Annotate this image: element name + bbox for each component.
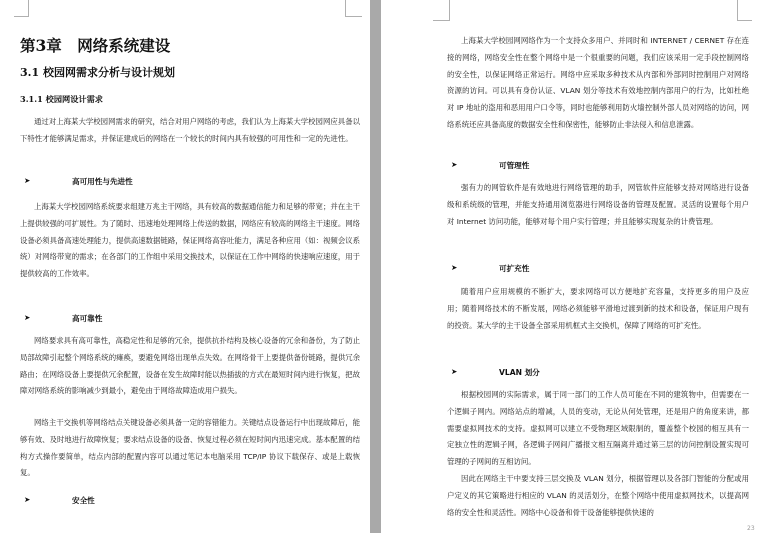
right-page (381, 0, 760, 533)
bullet-arrow-icon: ➤ (451, 263, 458, 272)
paragraph-high-availability: 上海某大学校园网络系统要求组建万兆主干网络，具有较高的数据通信能力和足够的带宽；并在主干上提供较强的可扩展性。为了随时、迅速地处理网络上传送的数据，网络应有较高的网络主干速度。网络设备必须具备高速处理能力，提供高速数据链路，保证网络高容吐能力，满足各种应用（如：视频会议系统）对网络带宽的需求；在各部门的工作组中采用交换技术，以保证在工作中网络的快速响应速度，用于提供较高的工作效率。 (20, 202, 360, 279)
bullet-reliability (24, 313, 324, 325)
bullet-scalability (451, 263, 731, 275)
crop-mark-top-left (14, 0, 29, 17)
bullet-title: 高可用性与先进性 (72, 177, 133, 186)
crop-mark-top-right (345, 0, 362, 17)
paragraph-vlan-2: 因此在网络主干中要支持三层交换及 VLAN 划分，根据管理以及各部门智能的分配或用户定义的其它策略进行相应的 VLAN 的灵活划分，在整个网络中使用虚拟网技术，以提高网络的安全性和灵活性。网络中心设备和骨干设备能够提供快速的 (447, 474, 749, 517)
bullet-title: VLAN 划分 (499, 368, 540, 377)
page-number: 23 (747, 525, 755, 532)
section-title: 3.1 校园网需求分析与设计规划 (20, 66, 175, 79)
bullet-security (24, 495, 324, 507)
bullet-title: 高可靠性 (72, 314, 103, 323)
intro-paragraph: 通过对上海某大学校园网需求的研究，结合对用户网络的考虑，我们认为上海某大学校园网应具备以下特性才能够满足需求，并保证建成后的网络在一个较长的时间内具有较强的可用性和一定的先进性。 (20, 117, 360, 143)
crop-mark-top-left (433, 0, 450, 21)
bullet-arrow-icon: ➤ (24, 313, 31, 322)
bullet-vlan (451, 367, 731, 379)
bullet-arrow-icon: ➤ (24, 495, 31, 504)
paragraph-reliability-2: 网络主干交换机等网络结点关键设备必须具备一定的容错能力。关键结点设备运行中出现故障后，能够有效、及时地进行故障恢复；要求结点设备的设备、恢复过程必须在短时间内迅速完成。基本配置的结构方式操作要简单，结点内部的配置内容可以通过笔记本电脑采用 TCP/IP 协议下载保存、或是上载恢复。 (20, 418, 360, 478)
crop-mark-top-right (737, 0, 752, 21)
paragraph-manageability: 强有力的网管软件是有效地进行网络管理的助手，网管软件应能够支持对网络进行设备级和系统级的管理，并能支持通用浏览器进行网络设备的管理及配置。灵活的设置每个用户对 Internet 访问功能，能够对每个用户实行管理；并且能够实现复杂的计费管理。 (447, 183, 749, 226)
left-page (0, 0, 370, 533)
bullet-title: 可管理性 (499, 161, 530, 170)
paragraph-scalability: 随着用户应用规模的不断扩大，要求网络可以方便地扩充容量，支持更多的用户及应用；随着网络技术的不断发展，网络必须能够平滑地过渡到新的技术和设备，保证用户现有的投资。某大学的主干设备全部采用机框式主交换机，保障了网络的可扩充性。 (447, 287, 749, 330)
chapter-title: 第3章 网络系统建设 (20, 36, 171, 55)
paragraph-reliability-1: 网络要求具有高可靠性，高稳定性和足够的冗余，提供抗扑结构及核心设备的冗余和备份，为了防止局部故障引起整个网络系统的瘫痪，要避免网络出现单点失效。在网络骨干上要提供备份链路，提供冗余路由；在网络设备上要提供冗余配置，设备在发生故障时能以热插拔的方式在最短时间内进行恢复，把故障对网络系统的影响减少到最小，避免由于网络故障造成用户损失。 (20, 336, 360, 396)
bullet-manageability (451, 160, 731, 172)
bullet-high-availability (24, 176, 324, 188)
bullet-arrow-icon: ➤ (451, 367, 458, 376)
bullet-title: 可扩充性 (499, 264, 530, 273)
paragraph-vlan-1: 根据校园网的实际需求，属于同一部门的工作人员可能在不同的建筑物中，但需要在一个逻辑子网内。网络站点的增减，人员的变动，无论从何处管理，还是用户的角度来讲，都需要虚拟网技术的支持。虚拟网可以建立不受物理区域限制的，覆盖整个校园的相互具有一定独立性的逻辑子网，各逻辑子网间广播报文相互隔离并通过第三层的访问控制设置实现可管理的子网间的互相访问。 (447, 390, 749, 467)
bullet-title: 安全性 (72, 496, 95, 505)
bullet-arrow-icon: ➤ (451, 160, 458, 169)
security-paragraph: 上海某大学校园网网络作为一个支持众多用户、并同时和 INTERNET / CERNET 存在连接的网络，网络安全性在整个网络中是一个很重要的问题，我们应该采用一定手段控制网络的安全性，以保证网络正常运行。网络中应采取多种技术从内部和外部同时控制用户对网络资源的访问。可以具有身份认证、VLAN 划分等技术有效地控制内部用户的行为，比如杜绝对 IP 地址的盗用和恶用用户口令等，同时也能够利用防火墙控制外部人员对网络的访问，网络系统还应具备高度的数据安全性和保密性，能够防止非法侵入和信息泄露。 (447, 36, 749, 129)
subsection-title: 3.1.1 校园网设计需求 (20, 94, 103, 104)
bullet-arrow-icon: ➤ (24, 176, 31, 185)
